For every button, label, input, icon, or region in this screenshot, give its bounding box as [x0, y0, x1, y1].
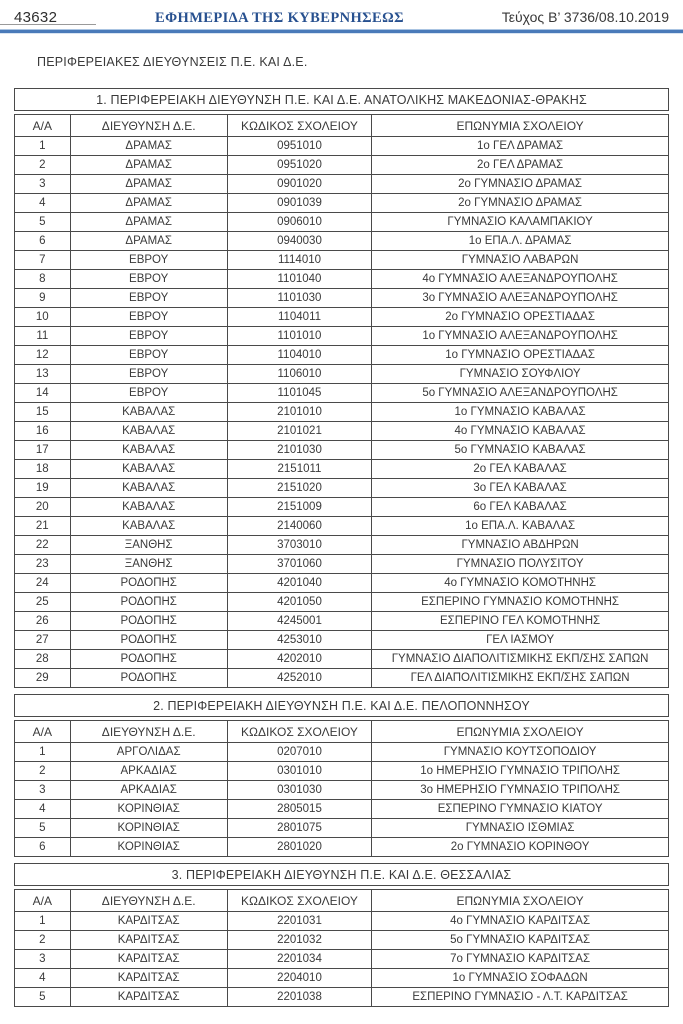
table-row — [15, 912, 669, 931]
table-row — [15, 213, 669, 232]
table-cell: ΚΑΒΑΛΑΣ — [70, 479, 227, 498]
table-cell: 0940030 — [227, 232, 371, 251]
table-cell: ΡΟΔΟΠΗΣ — [70, 612, 227, 631]
table-cell: ΕΒΡΟΥ — [70, 327, 227, 346]
table-cell: 2 — [15, 762, 71, 781]
table-cell: 2201038 — [227, 988, 371, 1007]
table-cell: 21 — [15, 517, 71, 536]
table-cell: ΑΡΚΑΔΙΑΣ — [70, 781, 227, 800]
table-cell: 0951010 — [227, 137, 371, 156]
regional-directorate-section — [14, 694, 669, 857]
column-header: ΔΙΕΥΘΥΝΣΗ Δ.Ε. — [70, 115, 227, 137]
table-cell: 24 — [15, 574, 71, 593]
table-cell: ΚΑΒΑΛΑΣ — [70, 403, 227, 422]
table-cell: 1104010 — [227, 346, 371, 365]
table-cell: 4245001 — [227, 612, 371, 631]
section-title: 2. ΠΕΡΙΦΕΡΕΙΑΚΗ ΔΙΕΥΘΥΝΣΗ Π.Ε. ΚΑΙ Δ.Ε. ΠΕΛΟΠΟΝΝΗΣΟΥ — [14, 694, 669, 717]
table-cell: 0906010 — [227, 213, 371, 232]
table-row — [15, 781, 669, 800]
table-cell: 5ο ΓΥΜΝΑΣΙΟ ΚΑΡΔΙΤΣΑΣ — [372, 931, 669, 950]
column-header: ΕΠΩΝΥΜΙΑ ΣΧΟΛΕΙΟΥ — [372, 115, 669, 137]
table-row — [15, 931, 669, 950]
table-cell: ΚΑΡΔΙΤΣΑΣ — [70, 969, 227, 988]
table-cell: 0301030 — [227, 781, 371, 800]
table-cell: 2140060 — [227, 517, 371, 536]
table-cell: 16 — [15, 422, 71, 441]
table-cell: 10 — [15, 308, 71, 327]
table-cell: ΚΑΒΑΛΑΣ — [70, 441, 227, 460]
table-row — [15, 270, 669, 289]
table-row — [15, 479, 669, 498]
table-row — [15, 403, 669, 422]
table-cell: ΚΑΒΑΛΑΣ — [70, 422, 227, 441]
table-row — [15, 988, 669, 1007]
table-row — [15, 365, 669, 384]
table-row — [15, 650, 669, 669]
table-cell: ΔΡΑΜΑΣ — [70, 232, 227, 251]
table-cell: 2 — [15, 931, 71, 950]
document-subtitle: ΠΕΡΙΦΕΡΕΙΑΚΕΣ ΔΙΕΥΘΥΝΣΕΙΣ Π.Ε. ΚΑΙ Δ.Ε. — [37, 55, 308, 69]
table-cell: 2801020 — [227, 838, 371, 857]
table-cell: ΔΡΑΜΑΣ — [70, 156, 227, 175]
table-row — [15, 384, 669, 403]
table-cell: 2151009 — [227, 498, 371, 517]
table-cell: 1ο ΓΥΜΝΑΣΙΟ ΚΑΒΑΛΑΣ — [372, 403, 669, 422]
table-row — [15, 669, 669, 688]
table-cell: 25 — [15, 593, 71, 612]
table-cell: 2101010 — [227, 403, 371, 422]
schools-table — [14, 889, 669, 1007]
schools-table — [14, 720, 669, 857]
table-cell: 1101045 — [227, 384, 371, 403]
table-cell: ΓΥΜΝΑΣΙΟ ΚΑΛΑΜΠΑΚΙΟΥ — [372, 213, 669, 232]
table-cell: 2ο ΓΥΜΝΑΣΙΟ ΟΡΕΣΤΙΑΔΑΣ — [372, 308, 669, 327]
table-row — [15, 422, 669, 441]
column-header: Α/Α — [15, 115, 71, 137]
table-cell: 5 — [15, 819, 71, 838]
table-cell: 2ο ΓΥΜΝΑΣΙΟ ΔΡΑΜΑΣ — [372, 194, 669, 213]
table-cell: 3703010 — [227, 536, 371, 555]
table-body — [15, 912, 669, 1007]
table-cell: 13 — [15, 365, 71, 384]
column-header: Α/Α — [15, 890, 71, 912]
table-cell: 1ο ΓΥΜΝΑΣΙΟ ΣΟΦΑΔΩΝ — [372, 969, 669, 988]
table-cell: 6ο ΓΕΛ ΚΑΒΑΛΑΣ — [372, 498, 669, 517]
table-cell: 3ο ΗΜΕΡΗΣΙΟ ΓΥΜΝΑΣΙΟ ΤΡΙΠΟΛΗΣ — [372, 781, 669, 800]
table-cell: 0901020 — [227, 175, 371, 194]
table-row — [15, 327, 669, 346]
table-cell: 26 — [15, 612, 71, 631]
table-row — [15, 819, 669, 838]
table-cell: ΞΑΝΘΗΣ — [70, 536, 227, 555]
table-cell: 29 — [15, 669, 71, 688]
column-header: ΚΩΔΙΚΟΣ ΣΧΟΛΕΙΟΥ — [227, 721, 371, 743]
table-cell: 3ο ΓΥΜΝΑΣΙΟ ΑΛΕΞΑΝΔΡΟΥΠΟΛΗΣ — [372, 289, 669, 308]
table-cell: 4202010 — [227, 650, 371, 669]
table-cell: ΚΑΒΑΛΑΣ — [70, 517, 227, 536]
table-cell: 2ο ΓΥΜΝΑΣΙΟ ΔΡΑΜΑΣ — [372, 175, 669, 194]
table-cell: 4ο ΓΥΜΝΑΣΙΟ ΑΛΕΞΑΝΔΡΟΥΠΟΛΗΣ — [372, 270, 669, 289]
table-cell: 4201050 — [227, 593, 371, 612]
table-cell: 1ο ΕΠΑ.Λ. ΚΑΒΑΛΑΣ — [372, 517, 669, 536]
table-cell: ΕΒΡΟΥ — [70, 270, 227, 289]
table-row — [15, 536, 669, 555]
table-cell: ΚΑΡΔΙΤΣΑΣ — [70, 950, 227, 969]
sections-container — [0, 88, 683, 1007]
table-cell: 0301010 — [227, 762, 371, 781]
table-cell: ΓΕΛ ΙΑΣΜΟΥ — [372, 631, 669, 650]
table-cell: ΚΑΒΑΛΑΣ — [70, 460, 227, 479]
table-row — [15, 555, 669, 574]
table-cell: 1101030 — [227, 289, 371, 308]
table-cell: 8 — [15, 270, 71, 289]
section-title: 3. ΠΕΡΙΦΕΡΕΙΑΚΗ ΔΙΕΥΘΥΝΣΗ Π.Ε. ΚΑΙ Δ.Ε. ΘΕΣΣΑΛΙΑΣ — [14, 863, 669, 886]
table-cell: ΕΣΠΕΡΙΝΟ ΓΕΛ ΚΟΜΟΤΗΝΗΣ — [372, 612, 669, 631]
column-header: ΕΠΩΝΥΜΙΑ ΣΧΟΛΕΙΟΥ — [372, 890, 669, 912]
table-row — [15, 137, 669, 156]
table-cell: 1ο ΗΜΕΡΗΣΙΟ ΓΥΜΝΑΣΙΟ ΤΡΙΠΟΛΗΣ — [372, 762, 669, 781]
table-cell: 2101021 — [227, 422, 371, 441]
table-cell: 5 — [15, 213, 71, 232]
table-cell: 11 — [15, 327, 71, 346]
table-cell: ΓΥΜΝΑΣΙΟ ΛΑΒΑΡΩΝ — [372, 251, 669, 270]
table-cell: ΓΕΛ ΔΙΑΠΟΛΙΤΙΣΜΙΚΗΣ ΕΚΠ/ΣΗΣ ΣΑΠΩΝ — [372, 669, 669, 688]
page-number: 43632 — [14, 9, 58, 26]
table-cell: ΡΟΔΟΠΗΣ — [70, 574, 227, 593]
table-cell: 0207010 — [227, 743, 371, 762]
header-rule — [0, 30, 683, 33]
table-cell: 3 — [15, 781, 71, 800]
page-number-underline — [0, 24, 96, 25]
table-cell: 2151011 — [227, 460, 371, 479]
table-cell: 1ο ΓΥΜΝΑΣΙΟ ΑΛΕΞΑΝΔΡΟΥΠΟΛΗΣ — [372, 327, 669, 346]
table-cell: 22 — [15, 536, 71, 555]
table-cell: 4ο ΓΥΜΝΑΣΙΟ ΚΑΒΑΛΑΣ — [372, 422, 669, 441]
table-row — [15, 517, 669, 536]
page-header — [0, 0, 683, 27]
table-cell: ΚΑΡΔΙΤΣΑΣ — [70, 912, 227, 931]
table-cell: ΓΥΜΝΑΣΙΟ ΔΙΑΠΟΛΙΤΙΣΜΙΚΗΣ ΕΚΠ/ΣΗΣ ΣΑΠΩΝ — [372, 650, 669, 669]
table-cell: 15 — [15, 403, 71, 422]
issue-info: Τεύχος Β’ 3736/08.10.2019 — [501, 9, 669, 25]
table-body — [15, 743, 669, 857]
table-body — [15, 137, 669, 688]
table-cell: 1114010 — [227, 251, 371, 270]
table-row — [15, 743, 669, 762]
table-cell: ΚΑΒΑΛΑΣ — [70, 498, 227, 517]
schools-table — [14, 114, 669, 688]
table-cell: ΓΥΜΝΑΣΙΟ ΠΟΛΥΣΙΤΟΥ — [372, 555, 669, 574]
table-cell: 4 — [15, 800, 71, 819]
table-row — [15, 574, 669, 593]
table-row — [15, 460, 669, 479]
table-cell: 17 — [15, 441, 71, 460]
table-cell: 2201031 — [227, 912, 371, 931]
table-cell: 23 — [15, 555, 71, 574]
table-cell: ΚΟΡΙΝΘΙΑΣ — [70, 819, 227, 838]
table-cell: 2ο ΓΕΛ ΚΑΒΑΛΑΣ — [372, 460, 669, 479]
column-header: ΔΙΕΥΘΥΝΣΗ Δ.Ε. — [70, 890, 227, 912]
table-cell: 19 — [15, 479, 71, 498]
table-cell: 2801075 — [227, 819, 371, 838]
table-cell: ΚΟΡΙΝΘΙΑΣ — [70, 838, 227, 857]
table-row — [15, 308, 669, 327]
table-cell: 1ο ΓΥΜΝΑΣΙΟ ΟΡΕΣΤΙΑΔΑΣ — [372, 346, 669, 365]
table-row — [15, 194, 669, 213]
table-cell: 3ο ΓΕΛ ΚΑΒΑΛΑΣ — [372, 479, 669, 498]
table-cell: 28 — [15, 650, 71, 669]
table-cell: ΕΒΡΟΥ — [70, 365, 227, 384]
table-cell: ΞΑΝΘΗΣ — [70, 555, 227, 574]
table-cell: 1101010 — [227, 327, 371, 346]
section-title: 1. ΠΕΡΙΦΕΡΕΙΑΚΗ ΔΙΕΥΘΥΝΣΗ Π.Ε. ΚΑΙ Δ.Ε. ΑΝΑΤΟΛΙΚΗΣ ΜΑΚΕΔΟΝΙΑΣ-ΘΡΑΚΗΣ — [14, 88, 669, 111]
table-cell: 27 — [15, 631, 71, 650]
table-row — [15, 289, 669, 308]
table-cell: 1 — [15, 912, 71, 931]
regional-directorate-section — [14, 88, 669, 688]
table-cell: ΚΑΡΔΙΤΣΑΣ — [70, 931, 227, 950]
table-cell: 1 — [15, 137, 71, 156]
table-cell: 2805015 — [227, 800, 371, 819]
table-cell: 4252010 — [227, 669, 371, 688]
table-row — [15, 346, 669, 365]
table-cell: 1104011 — [227, 308, 371, 327]
table-cell: 4253010 — [227, 631, 371, 650]
table-cell: 3701060 — [227, 555, 371, 574]
table-cell: ΓΥΜΝΑΣΙΟ ΑΒΔΗΡΩΝ — [372, 536, 669, 555]
table-cell: ΕΒΡΟΥ — [70, 346, 227, 365]
table-cell: 7ο ΓΥΜΝΑΣΙΟ ΚΑΡΔΙΤΣΑΣ — [372, 950, 669, 969]
regional-directorate-section — [14, 863, 669, 1007]
table-cell: 2101030 — [227, 441, 371, 460]
table-cell: 1ο ΕΠΑ.Λ. ΔΡΑΜΑΣ — [372, 232, 669, 251]
table-row — [15, 838, 669, 857]
table-row — [15, 441, 669, 460]
table-row — [15, 232, 669, 251]
table-row — [15, 631, 669, 650]
table-cell: ΕΒΡΟΥ — [70, 308, 227, 327]
column-header: ΚΩΔΙΚΟΣ ΣΧΟΛΕΙΟΥ — [227, 890, 371, 912]
column-header: ΔΙΕΥΘΥΝΣΗ Δ.Ε. — [70, 721, 227, 743]
table-header-row — [15, 115, 669, 137]
table-cell: ΔΡΑΜΑΣ — [70, 213, 227, 232]
table-cell: 2ο ΓΥΜΝΑΣΙΟ ΚΟΡΙΝΘΟΥ — [372, 838, 669, 857]
table-cell: 12 — [15, 346, 71, 365]
table-cell: 0951020 — [227, 156, 371, 175]
table-cell: ΑΡΓΟΛΙΔΑΣ — [70, 743, 227, 762]
table-cell: 2151020 — [227, 479, 371, 498]
table-row — [15, 156, 669, 175]
table-cell: ΚΑΡΔΙΤΣΑΣ — [70, 988, 227, 1007]
table-cell: 5ο ΓΥΜΝΑΣΙΟ ΚΑΒΑΛΑΣ — [372, 441, 669, 460]
table-cell: 6 — [15, 232, 71, 251]
table-cell: ΔΡΑΜΑΣ — [70, 175, 227, 194]
table-cell: 6 — [15, 838, 71, 857]
table-cell: 5ο ΓΥΜΝΑΣΙΟ ΑΛΕΞΑΝΔΡΟΥΠΟΛΗΣ — [372, 384, 669, 403]
table-row — [15, 612, 669, 631]
table-head — [15, 890, 669, 912]
table-row — [15, 251, 669, 270]
table-header-row — [15, 890, 669, 912]
table-cell: 1106010 — [227, 365, 371, 384]
table-cell: 9 — [15, 289, 71, 308]
table-cell: ΓΥΜΝΑΣΙΟ ΙΣΘΜΙΑΣ — [372, 819, 669, 838]
table-cell: 1ο ΓΕΛ ΔΡΑΜΑΣ — [372, 137, 669, 156]
column-header: ΕΠΩΝΥΜΙΑ ΣΧΟΛΕΙΟΥ — [372, 721, 669, 743]
table-cell: 14 — [15, 384, 71, 403]
table-cell: 4ο ΓΥΜΝΑΣΙΟ ΚΑΡΔΙΤΣΑΣ — [372, 912, 669, 931]
column-header: Α/Α — [15, 721, 71, 743]
table-cell: ΚΟΡΙΝΘΙΑΣ — [70, 800, 227, 819]
table-cell: 2204010 — [227, 969, 371, 988]
table-row — [15, 969, 669, 988]
table-cell: ΔΡΑΜΑΣ — [70, 137, 227, 156]
table-cell: ΕΒΡΟΥ — [70, 289, 227, 308]
table-cell: ΕΣΠΕΡΙΝΟ ΓΥΜΝΑΣΙΟ ΚΙΑΤΟΥ — [372, 800, 669, 819]
column-header: ΚΩΔΙΚΟΣ ΣΧΟΛΕΙΟΥ — [227, 115, 371, 137]
table-cell: 2201032 — [227, 931, 371, 950]
table-cell: ΕΣΠΕΡΙΝΟ ΓΥΜΝΑΣΙΟ - Λ.Τ. ΚΑΡΔΙΤΣΑΣ — [372, 988, 669, 1007]
table-cell: 2 — [15, 156, 71, 175]
table-row — [15, 762, 669, 781]
table-cell: ΑΡΚΑΔΙΑΣ — [70, 762, 227, 781]
table-cell: 4ο ΓΥΜΝΑΣΙΟ ΚΟΜΟΤΗΝΗΣ — [372, 574, 669, 593]
table-head — [15, 721, 669, 743]
table-cell: ΓΥΜΝΑΣΙΟ ΣΟΥΦΛΙΟΥ — [372, 365, 669, 384]
table-cell: ΡΟΔΟΠΗΣ — [70, 593, 227, 612]
table-cell: 2201034 — [227, 950, 371, 969]
table-cell: 7 — [15, 251, 71, 270]
table-header-row — [15, 721, 669, 743]
table-row — [15, 175, 669, 194]
table-cell: 18 — [15, 460, 71, 479]
table-cell: 0901039 — [227, 194, 371, 213]
table-row — [15, 498, 669, 517]
table-cell: ΕΒΡΟΥ — [70, 384, 227, 403]
table-cell: 4 — [15, 194, 71, 213]
table-cell: ΕΣΠΕΡΙΝΟ ΓΥΜΝΑΣΙΟ ΚΟΜΟΤΗΝΗΣ — [372, 593, 669, 612]
table-cell: 4201040 — [227, 574, 371, 593]
table-cell: 3 — [15, 950, 71, 969]
table-cell: 5 — [15, 988, 71, 1007]
table-cell: 20 — [15, 498, 71, 517]
masthead-title: ΕΦΗΜΕΡΙΔΑ ΤΗΣ ΚΥΒΕΡΝΗΣΕΩΣ — [155, 10, 404, 26]
table-cell: ΡΟΔΟΠΗΣ — [70, 669, 227, 688]
table-cell: 2ο ΓΕΛ ΔΡΑΜΑΣ — [372, 156, 669, 175]
table-cell: 4 — [15, 969, 71, 988]
table-cell: ΡΟΔΟΠΗΣ — [70, 650, 227, 669]
table-row — [15, 950, 669, 969]
table-cell: 3 — [15, 175, 71, 194]
table-cell: 1 — [15, 743, 71, 762]
table-row — [15, 800, 669, 819]
table-cell: ΡΟΔΟΠΗΣ — [70, 631, 227, 650]
table-cell: ΓΥΜΝΑΣΙΟ ΚΟΥΤΣΟΠΟΔΙΟΥ — [372, 743, 669, 762]
table-head — [15, 115, 669, 137]
table-cell: ΕΒΡΟΥ — [70, 251, 227, 270]
table-row — [15, 593, 669, 612]
table-cell: ΔΡΑΜΑΣ — [70, 194, 227, 213]
table-cell: 1101040 — [227, 270, 371, 289]
